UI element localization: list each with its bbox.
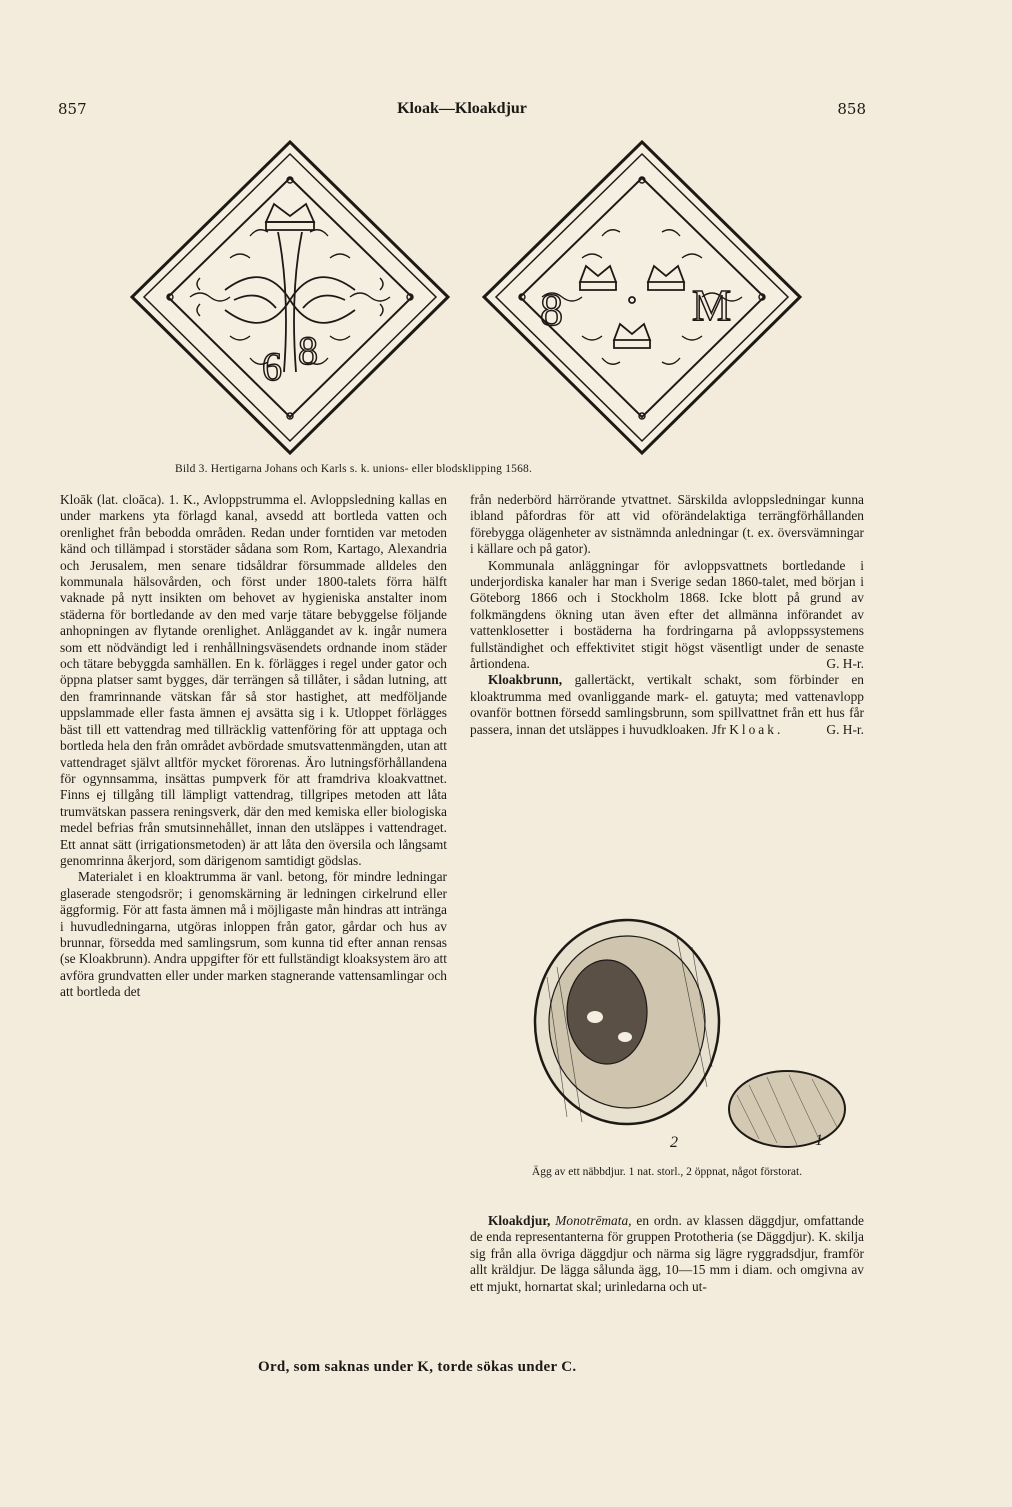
egg-illustration bbox=[527, 917, 847, 1162]
running-title: Kloak—Kloakdjur bbox=[397, 100, 527, 117]
page-number-right: 858 bbox=[837, 100, 866, 118]
cross-reference: Kloak. bbox=[729, 721, 784, 737]
author-signature: G. H-r. bbox=[826, 656, 864, 672]
kloakdjur-latin: Monotrēmata, bbox=[555, 1213, 632, 1228]
kloakdjur-article: Kloakdjur, Monotrēmata, en ordn. av klassen däggdjur, omfattande de enda representanterna för gruppen Prototheria (se Däggdjur). K. skilja sig från alla övriga däggdjur och närma sig lägre ryggradsdjur, framför allt kräldjur. De lägga sålunda ägg, 10—15 mm i diam. och omgivna av ett mjukt, hornartat skal; urinledarna och ut- bbox=[470, 1213, 864, 1294]
kloakbrunn-headword: Kloakbrunn, bbox=[488, 672, 563, 688]
left-column bbox=[60, 492, 447, 1001]
svg-text:M: M bbox=[692, 281, 732, 330]
kloak-article: Kloāk (lat. cloāca). 1. K., Avloppstrumma el. Avloppsledning kallas en under markens yta förlagd kanal, avsedd att bortleda vatten och orenlighet från bebodda områden. Redan under forntiden var metoden känd och tillämpad i storstäder sådana som Rom, Kartago, Alexandria och Jerusalem, men senare tidsåldrar försummade alldeles den kommunala hälsovården, och först under 1800-talets förra hälft vaknade på nytt insikten om behovet av hygieniska anstalter inom städerna för bortledande av den med varje tätare bebyggelse följande anhopningen av flytande orenlighet. Anläggandet av k. ingår numera som ett nödvändigt led i renhållningsväsendets ordnande inom städer och tätare bebyggda samhällen. En k. förlägges i regel under gator och öppna platser samt bygges, där terrängen så tillåter, i sådan lutning, att den framrinnande vätskan får så stor hastighet, att medföljande uppslammade eller fasta ämnen ej avsätta sig i k. Utloppet förlägges bäst till ett vattendrag med tillräcklig vattenföring för att upptaga och bortleda hela den från området avbördade smutsvattenmängden, utan att vattendraget självt alltför mycket förorenas. Äro lutningsförhållandena för ogynnsamma, insättas pumpverk för att framdriva kloakvattnet. Finns ej tillgång till lämpligt vattendrag, tillgripes metoden att låta trumvätskan passera reningsverk, där den med kemiska eller biologiska medel befrias från smutsinnehållet, innan den utsläppes i vattendraget. Ett annat sätt (irrigationsmetoden) är att låta den översila och långsamt genomrinna åkerjord, som därigenom samtidigt gödslas. bbox=[60, 492, 447, 868]
egg-label-1: 1 bbox=[815, 1132, 823, 1149]
footer-note: Ord, som saknas under K, torde sökas under C. bbox=[258, 1359, 577, 1375]
svg-text:8: 8 bbox=[298, 328, 318, 373]
coin-illustration-left bbox=[130, 140, 450, 455]
right-column-lower bbox=[470, 1213, 864, 1295]
kloak-article-continued: från nederbörd härrörande ytvattnet. Särskilda avloppsledningar kunna ibland påfordras för att vid oförändelaktiga terrängförhållanden förebygga olägenheter av sistnämnda anledningar (t. ex. översvämningar i källare och på gator). bbox=[470, 492, 864, 557]
kloak-municipal-paragraph: Kommunala anläggningar för avloppsvattnets bortledande i underjordiska kanaler har man i Sverige sedan 1860-talet, med början i Göteborg 1866 och i Stockholm 1868. Icke blott på grund av folkmängdens ökning utan även efter det allmänna införandet av vattenklosetter i bostäderna ha fordringarna på avloppssystemens fullständighet och effektivitet stigit högst väsentligt under de senaste årtiondena. G. H-r. bbox=[470, 557, 864, 672]
kloak-material-paragraph: Materialet i en kloaktrumma är vanl. betong, för mindre ledningar glaserade stengodsrör; i genomskärning är ledningen cirkelrund eller äggformig. För att fasta ämnen må i möjligaste mån hindras att inträngа i huvudledningarna, utgöras inloppen från gator, gårdar och hus av brunnar, försedda med samlingsrum, som kunna tid efter annan rensas (se Kloakbrunn). Andra uppgifter för ett fullständigt kloaksystem äro att avföra grundvatten eller under marken stagnerande vattensamlingar och att bortleda det bbox=[60, 869, 447, 1000]
egg-caption: Ägg av ett näbbdjur. 1 nat. storl., 2 öppnat, något förstorat. bbox=[531, 1166, 803, 1178]
page-number-left: 857 bbox=[58, 100, 87, 118]
kloakdjur-headword: Kloakdjur, bbox=[488, 1213, 551, 1228]
page-header bbox=[58, 100, 866, 126]
coin-illustration-right bbox=[482, 140, 802, 455]
author-signature-2: G. H-r. bbox=[826, 721, 864, 737]
svg-text:6: 6 bbox=[262, 344, 282, 389]
svg-text:8: 8 bbox=[540, 284, 563, 335]
kloakbrunn-article: Kloakbrunn, gallertäckt, vertikalt schakt, som förbinder en kloaktrumma med ovanliggande mark- el. gatuyta; med vattenavlopp ovanför bottnen försedd samlingsbrunn, som spillvattnet från ett hus får passera, innan det utsläppes i huvudkloaken. Jfr Kloak. G. H-r. bbox=[470, 672, 864, 737]
right-column bbox=[470, 492, 864, 738]
figure-caption: Bild 3. Hertigarna Johans och Karls s. k. unions- eller blodsklipping 1568. bbox=[175, 463, 533, 475]
egg-label-2: 2 bbox=[670, 1134, 678, 1151]
